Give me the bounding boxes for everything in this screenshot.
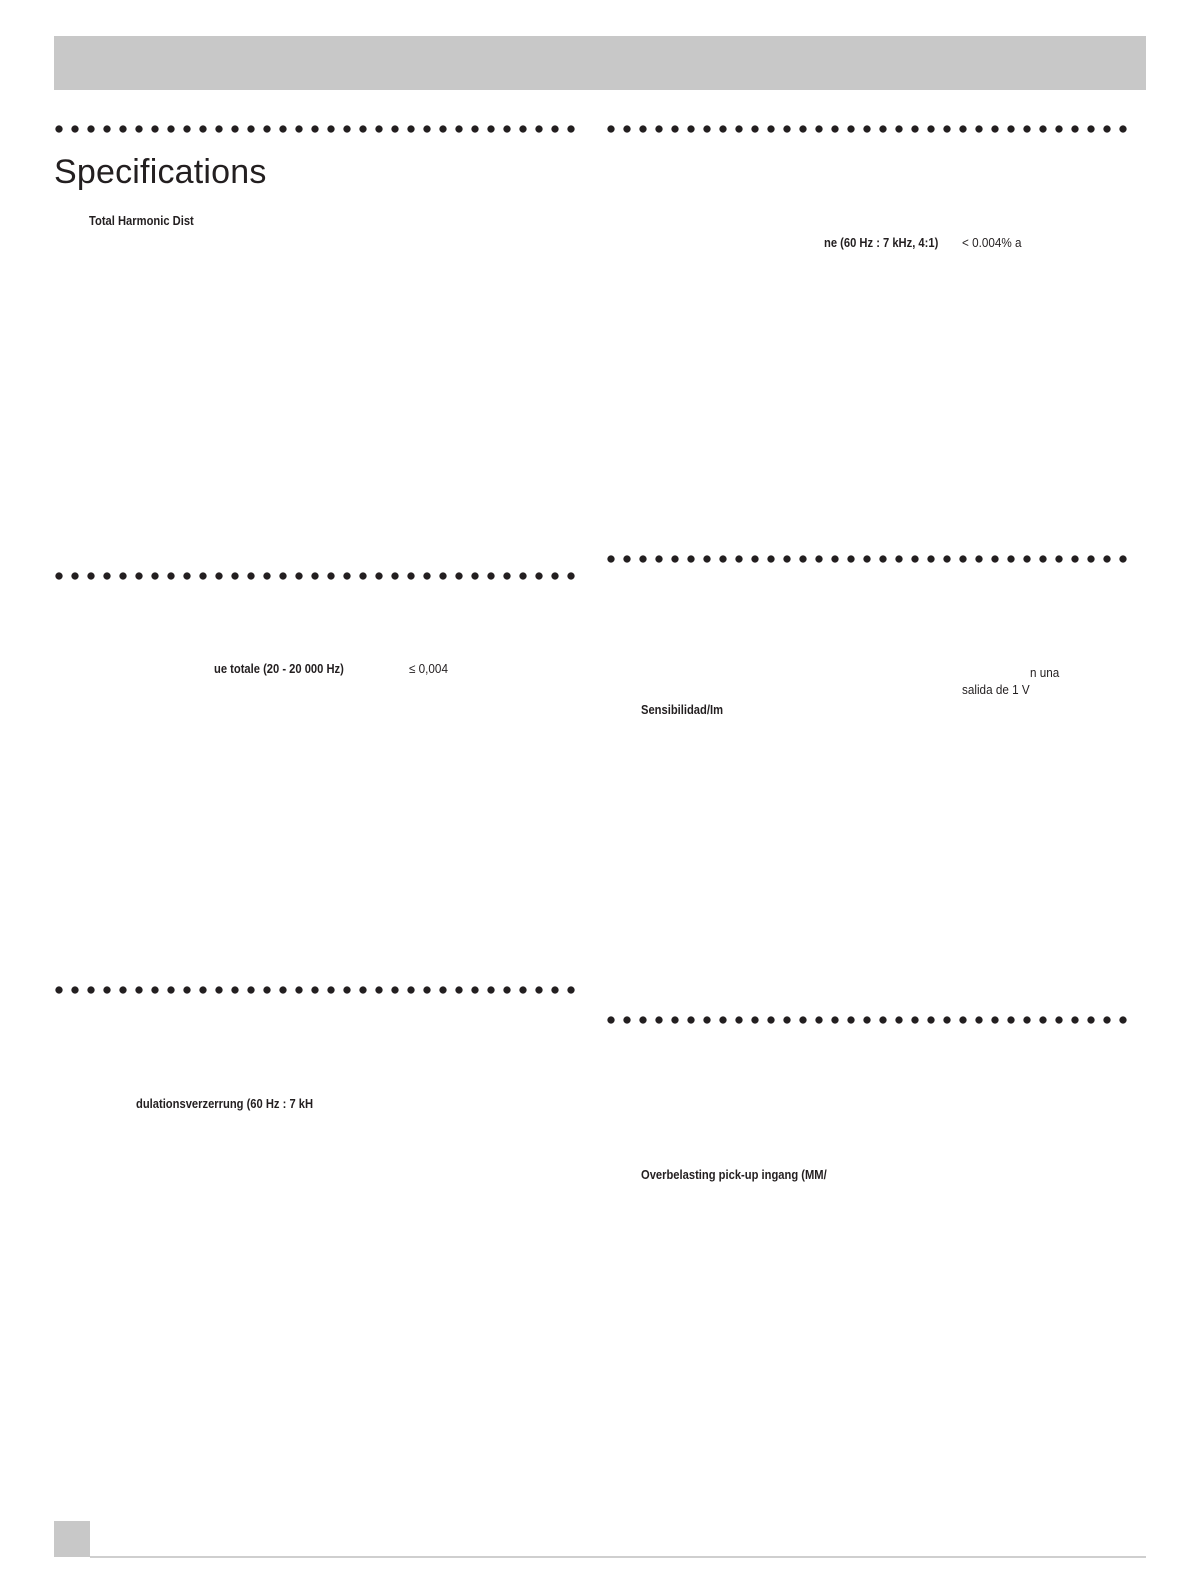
german-imd-label: dulationsverzerrung (60 Hz : 7 kH: [136, 1096, 314, 1111]
page-title: Specifications: [54, 153, 267, 191]
footer-rule: [90, 1556, 1146, 1558]
spanish-fragment-line2: salida de 1 V: [962, 682, 1030, 697]
header-bar: [54, 36, 1146, 90]
spanish-sensitivity-label: Sensibilidad/Im: [641, 702, 724, 717]
dotted-divider-right-3: [603, 1015, 1135, 1025]
spanish-fragment-line1: n una: [1030, 665, 1060, 680]
dotted-divider-right-2: [603, 554, 1135, 564]
imd-english-value: < 0.004% a: [962, 235, 1022, 250]
thd-french-value: ≤ 0,004: [409, 661, 448, 676]
dotted-divider-left-1: [51, 124, 583, 134]
dutch-overload-label: Overbelasting pick-up ingang (MM/: [641, 1167, 827, 1182]
dotted-divider-left-2: [51, 571, 583, 581]
page-number-box: [54, 1521, 90, 1557]
thd-english-label: Total Harmonic Dist: [89, 213, 194, 228]
dotted-divider-left-3: [51, 985, 583, 995]
imd-english-label: ne (60 Hz : 7 kHz, 4:1): [824, 235, 939, 250]
dotted-divider-right-1: [603, 124, 1135, 134]
thd-french-label: ue totale (20 - 20 000 Hz): [214, 661, 344, 676]
